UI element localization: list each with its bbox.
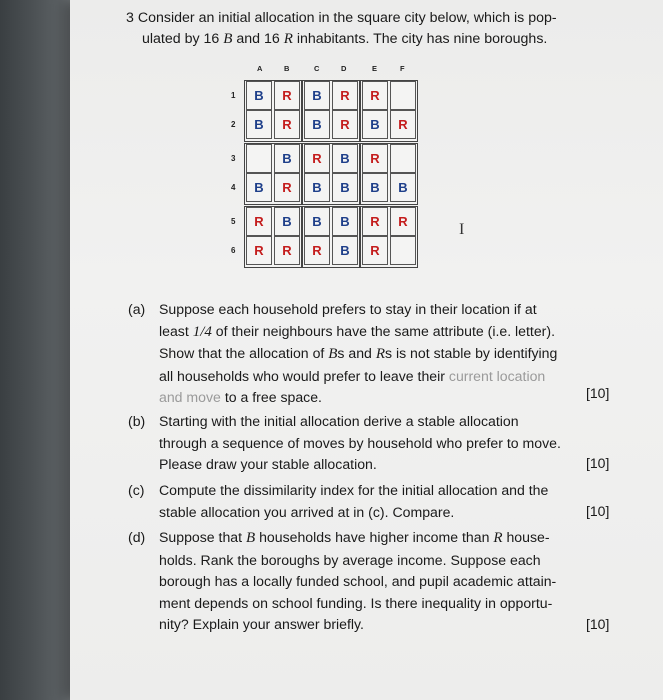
text: Suppose that: [159, 529, 246, 545]
var-r: R: [283, 31, 293, 47]
grid-cell: R: [362, 236, 388, 265]
column-label: C: [314, 64, 320, 73]
line: [159, 321, 606, 344]
part-text: [159, 527, 606, 636]
line: Please draw your stable allocation.: [159, 456, 377, 472]
line: Suppose each household prefers to stay in their location if at: [159, 301, 537, 317]
grid-cell: B: [246, 173, 272, 202]
grid-cell: B: [274, 144, 300, 173]
part-a: [128, 299, 606, 409]
marks-a: [10]: [586, 385, 610, 401]
grid-cell: B: [246, 81, 272, 110]
text: and move: [159, 389, 221, 405]
marks-c: [10]: [586, 503, 610, 519]
text: all households who would prefer to leave their: [159, 367, 449, 384]
grid-cell: R: [362, 207, 388, 236]
grid-cell: R: [274, 173, 300, 202]
text: to a free space.: [220, 389, 322, 405]
grid-cell: R: [362, 144, 388, 173]
marks-b: [10]: [586, 455, 610, 471]
grid-cell: [390, 144, 416, 173]
part-label: (a): [128, 301, 146, 317]
line: [159, 387, 606, 409]
line: holds. Rank the boroughs by average income. Suppose each: [159, 551, 541, 568]
line: borough has a locally funded school, and pupil academic attain-: [159, 573, 557, 589]
grid-cell: B: [246, 110, 272, 139]
grid-cell: R: [390, 110, 416, 139]
borough-block: [360, 80, 418, 142]
column-label: D: [341, 64, 347, 73]
borough-block: [302, 143, 360, 205]
grid-cell: B: [332, 173, 358, 202]
part-label: (c): [128, 482, 145, 498]
row-label: 4: [231, 183, 236, 192]
line: [159, 527, 606, 550]
grid-cell: B: [304, 173, 330, 202]
grid-cell: B: [274, 207, 300, 236]
grid-cell: R: [332, 81, 358, 110]
grid-cell: R: [274, 110, 300, 139]
var-b: B: [223, 31, 233, 47]
grid-cell: B: [332, 207, 358, 236]
part-text: [159, 411, 606, 476]
text: s and: [337, 345, 376, 361]
part-text: [159, 299, 606, 409]
grid-cell: R: [304, 144, 330, 173]
grid-cell: B: [390, 173, 416, 202]
question-number: 3: [126, 10, 134, 26]
grid-cell: [390, 81, 416, 110]
row-label: 3: [231, 154, 236, 163]
borough-block: [360, 206, 418, 268]
part-c: [128, 480, 606, 523]
text: s is not stable by identifying: [385, 345, 558, 361]
column-label: E: [372, 64, 378, 73]
question-line-1: Consider an initial allocation in the square city below, which is pop-: [137, 10, 557, 26]
part-label: (d): [128, 529, 146, 545]
line: [159, 343, 606, 366]
text: and 16: [232, 31, 284, 47]
column-label: B: [284, 64, 290, 73]
text: ulated by 16: [142, 31, 224, 47]
grid-cell: R: [390, 207, 416, 236]
grid-cell: R: [246, 236, 272, 265]
grid-cell: R: [332, 110, 358, 139]
grid-cell: R: [274, 81, 300, 110]
var-r: R: [493, 530, 503, 546]
borough-block: [244, 206, 302, 268]
line: ment depends on school funding. Is there inequality in opportu-: [159, 594, 553, 611]
line: Starting with the initial allocation derive a stable allocation: [159, 413, 519, 429]
grid-cell: [246, 144, 272, 173]
row-label: 6: [231, 246, 236, 255]
borough-block: [302, 206, 360, 268]
grid-cell: B: [332, 236, 358, 265]
text: house-: [502, 529, 550, 545]
grid-cell: B: [304, 207, 330, 236]
var-b: B: [328, 346, 338, 362]
line: stable allocation you arrived at in (c). Compare.: [159, 503, 455, 520]
var-b: B: [245, 530, 256, 546]
text: households have higher income than: [255, 529, 494, 545]
question-line-2: [126, 29, 646, 50]
row-label: 5: [231, 217, 236, 226]
grid-cell: [390, 236, 416, 265]
text: of their neighbours have the same attribute (i.e. letter).: [211, 322, 555, 339]
part-b: [128, 411, 606, 476]
line: [159, 366, 606, 388]
part-text: [159, 480, 606, 523]
grid-cell: R: [274, 236, 300, 265]
text: inhabitants. The city has nine boroughs.: [292, 31, 548, 47]
grid-cell: B: [362, 173, 388, 202]
grid-cell: B: [332, 144, 358, 173]
line: through a sequence of moves by household who prefer to move.: [159, 434, 561, 451]
borough-block: [360, 143, 418, 205]
row-label: 2: [231, 120, 236, 129]
text-cursor-icon: I: [459, 221, 465, 238]
line: nity? Explain your answer briefly.: [159, 616, 364, 632]
text: current location: [448, 367, 546, 384]
grid-cell: R: [362, 81, 388, 110]
grid-cell: R: [304, 236, 330, 265]
grid-cell: B: [304, 110, 330, 139]
row-label: 1: [231, 91, 236, 100]
fraction: 1/4: [192, 323, 212, 340]
marks-d: [10]: [586, 616, 610, 632]
grid-cell: R: [246, 207, 272, 236]
grid-cell: B: [362, 110, 388, 139]
question-header: [126, 8, 646, 50]
text: Show that the allocation of: [159, 345, 329, 361]
borough-block: [244, 80, 302, 142]
exam-page: [70, 0, 663, 700]
grid-cell: B: [304, 81, 330, 110]
column-label: A: [257, 64, 263, 73]
part-d: [128, 527, 606, 636]
line: Compute the dissimilarity index for the initial allocation and the: [159, 482, 549, 498]
text: least: [159, 322, 193, 339]
column-label: F: [400, 64, 405, 73]
borough-block: [302, 80, 360, 142]
borough-block: [244, 143, 302, 205]
part-label: (b): [128, 413, 146, 429]
var-r: R: [375, 346, 385, 362]
